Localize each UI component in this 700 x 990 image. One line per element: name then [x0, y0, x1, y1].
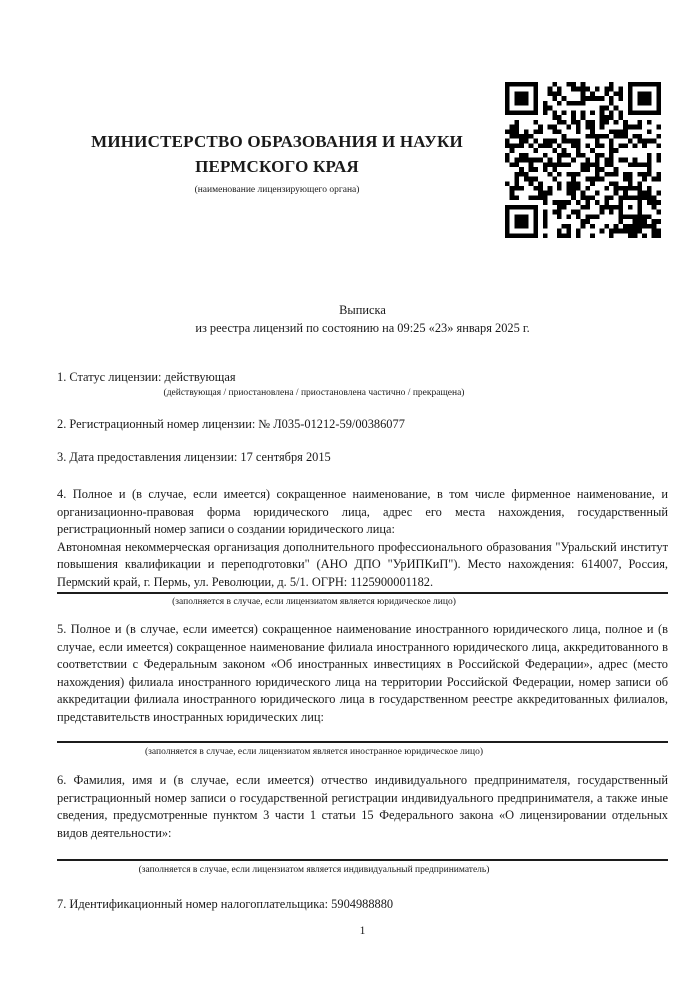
- item-4-legal-entity: [57, 486, 668, 594]
- header-ministry-block: [57, 129, 497, 196]
- item-1-caption: (действующая / приостановлена / приостановлена частично / прекращена): [163, 388, 465, 398]
- item-5-caption: (заполняется в случае, если лицензиатом является иностранное юридическое лицо): [145, 747, 483, 757]
- item-3-grant-date: 3. Дата предоставления лицензии: 17 сентября 2015: [57, 450, 331, 464]
- item-2-registration-number: 2. Регистрационный номер лицензии: № Л035-01212-59/00386077: [57, 417, 405, 431]
- item-6-caption: (заполняется в случае, если лицензиатом является индивидуальный предприниматель): [138, 865, 490, 875]
- document-title-line1: Выписка: [339, 303, 386, 317]
- item-4-prompt: 4. Полное и (в случае, если имеется) сокращенное наименование, в том числе фирменное наименование, и организационно-правовая форма юридического лица, адрес его места нахождения, государственный регистрационный номер записи о создании юридического лица:: [57, 487, 668, 536]
- item-5-foreign-entity: 5. Полное и (в случае, если имеется) сокращенное наименование иностранного юридического лица, полное и (в случае, если имеется) сокращенное наименование филиала иностранного юридического лица, аккредитованного в соответствии с Федеральным законом «Об иностранных инвестициях в Российской Федерации», адрес (место нахождения) филиала иностранного юридического лица на территории Российской Федерации, номер записи об аккредитации филиала иностранного юридического лица в государственном реестре аккредитованных филиалов, представительств иностранных юридических лиц:: [57, 622, 668, 724]
- page-number: 1: [359, 925, 366, 937]
- qr-code-icon: [505, 82, 661, 238]
- item-6-blank-line-rule: [57, 859, 668, 861]
- item-4-caption: (заполняется в случае, если лицензиатом является юридическое лицо): [172, 597, 456, 607]
- item-5-blank-line-rule: [57, 741, 668, 743]
- item-1-license-status: 1. Статус лицензии: действующая: [57, 370, 236, 384]
- item-7-taxpayer-id: 7. Идентификационный номер налогоплательщика: 5904988880: [57, 897, 394, 911]
- ministry-name: МИНИСТЕРСТВО ОБРАЗОВАНИЯ И НАУКИ ПЕРМСКОГО КРАЯ: [91, 132, 463, 176]
- item-4-value: Автономная некоммерческая организация дополнительного профессионального образования "Уральский институт повышения квалификации и переподготовки" (АНО ДПО "УрИПКиП"). Место нахождения: 614007, Россия, Пермский край, г. Пермь, ул. Революции, д. 5/1. ОГРН: 1125900001182.: [57, 539, 668, 589]
- item-6-entrepreneur: 6. Фамилия, имя и (в случае, если имеется) отчество индивидуального предпринимателя, государственный регистрационный номер записи о государственной регистрации индивидуального предпринимателя, а также иные сведения, предусмотренные пунктом 3 части 1 статьи 15 Федерального закона «О лицензировании отдельных видов деятельности»:: [57, 773, 668, 840]
- document-title-line2: из реестра лицензий по состоянию на 09:25 «23» января 2025 г.: [195, 320, 530, 335]
- document-title: [57, 302, 668, 337]
- ministry-name-caption: (наименование лицензирующего органа): [194, 185, 360, 195]
